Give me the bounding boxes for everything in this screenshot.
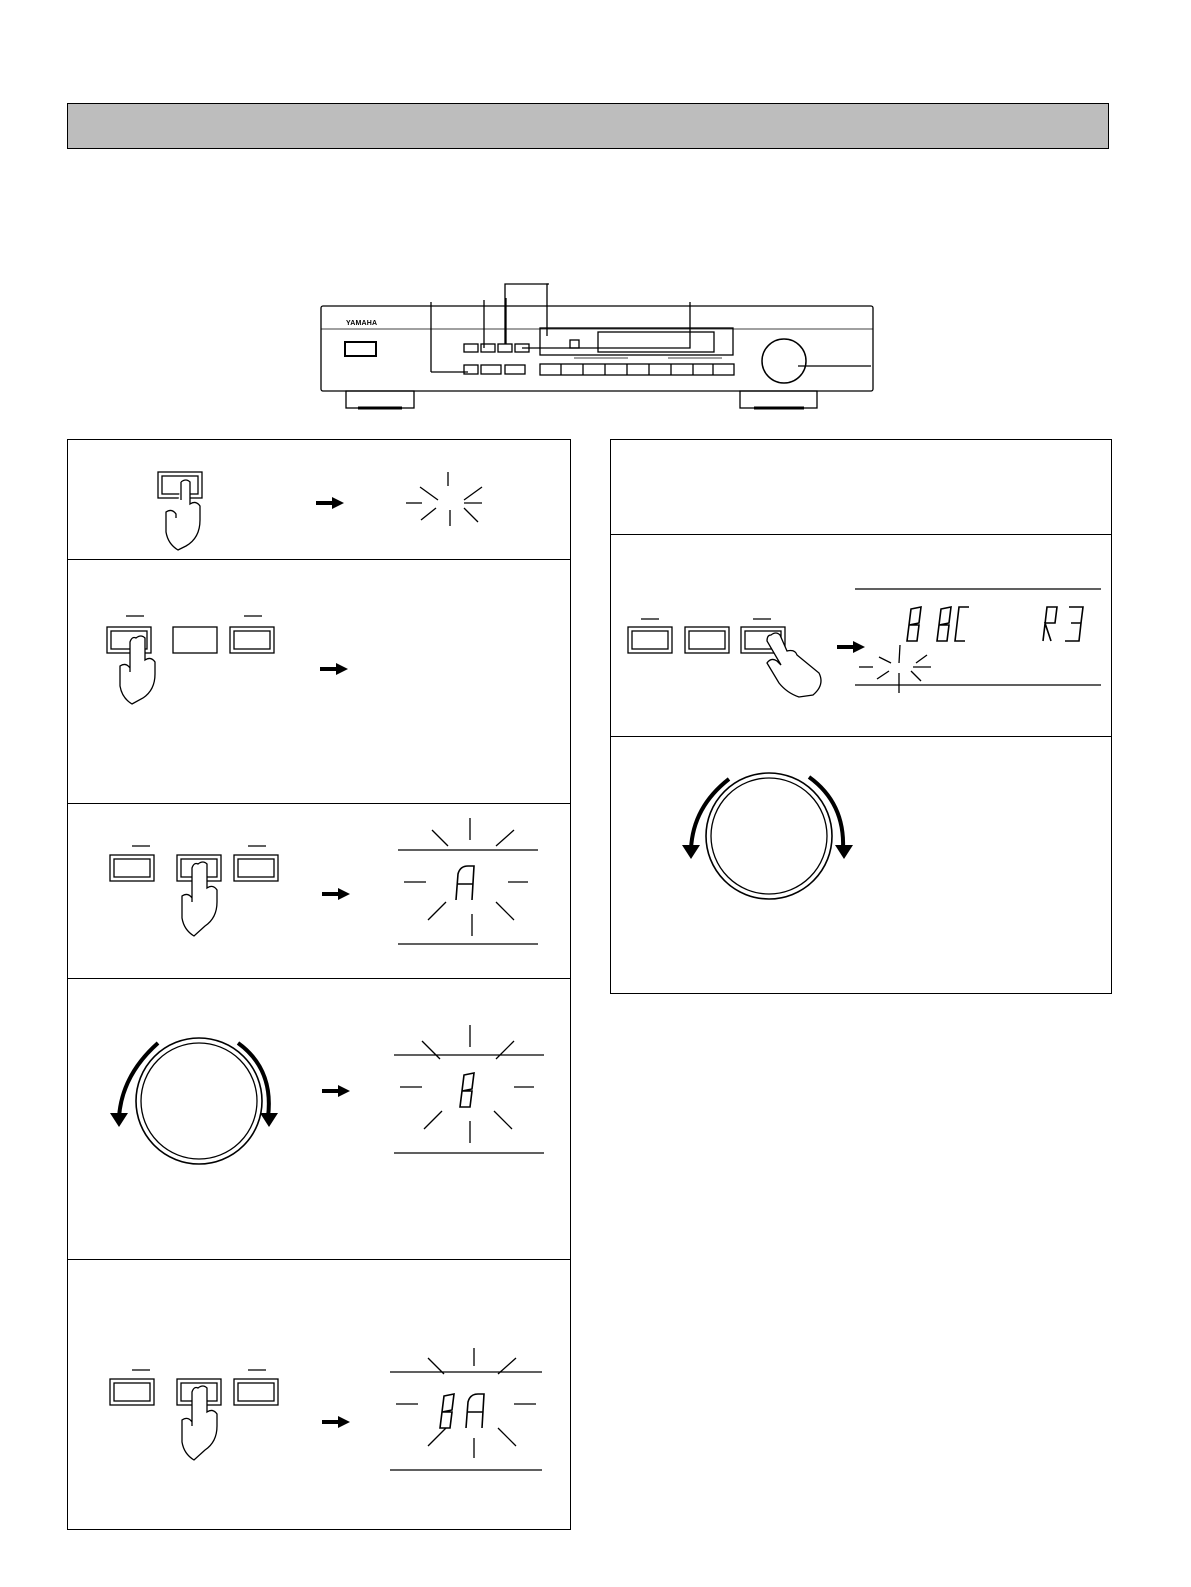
tuner-front-panel-icon [318, 276, 878, 421]
arrow-icon [316, 497, 344, 509]
right-panel-2 [610, 534, 1112, 737]
arrow-icon [320, 663, 348, 675]
arrow-icon [837, 641, 865, 653]
arrow-icon [322, 888, 350, 900]
finger-press-left-button-icon [107, 627, 274, 704]
right-panel-1 [610, 439, 1112, 535]
finger-press-button-icon [158, 472, 202, 550]
arrow-icon [322, 1416, 350, 1428]
finger-press-right-button-icon [628, 627, 821, 697]
step-panel-4 [67, 978, 571, 1260]
tuning-knob-rotate-icon [110, 1038, 278, 1164]
display-blinking-BA-icon [390, 1348, 542, 1470]
step-panel-2 [67, 559, 571, 804]
step-panel-1 [67, 439, 571, 560]
step-panel-3 [67, 803, 571, 979]
step-panel-5 [67, 1259, 571, 1530]
finger-press-middle-button-icon [110, 855, 278, 936]
section-title-bar [67, 103, 1109, 149]
brand-label: YAMAHA [346, 320, 378, 327]
arrow-icon [322, 1085, 350, 1097]
right-panel-3 [610, 736, 1112, 994]
display-BBC-R3-icon [855, 589, 1101, 693]
display-blinking-B-icon [394, 1025, 544, 1153]
blinking-indicator-icon [406, 472, 482, 526]
tuning-knob-rotate-icon [682, 773, 853, 899]
finger-press-middle-button-icon [110, 1379, 278, 1460]
display-blinking-A-icon [398, 818, 538, 944]
